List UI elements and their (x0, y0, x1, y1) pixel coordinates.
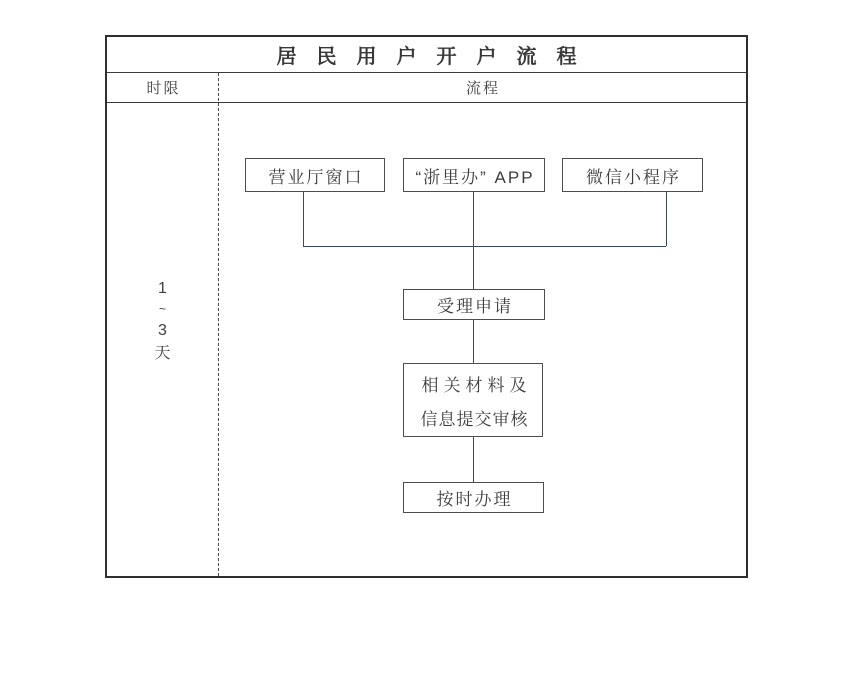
step-box-label-line2: 信息提交审核 (420, 409, 529, 429)
connector-accept-to-materials (473, 320, 474, 363)
connector-stub-right (666, 192, 667, 246)
column-header-time-limit: 时限 (146, 80, 181, 97)
channel-box-label: “浙里办” APP (415, 167, 535, 187)
connector-stub-center (473, 192, 474, 289)
time-limit-char: 1 (158, 280, 167, 297)
time-limit-char: 3 (158, 322, 167, 339)
connector-materials-to-complete (473, 437, 474, 482)
time-limit-char: ~ (158, 302, 166, 316)
title-row (107, 37, 746, 73)
connector-merge-horizontal-line (303, 246, 666, 247)
header-row (107, 73, 746, 103)
step-box-label-line1: 相关材料及 (421, 375, 532, 395)
step-box-timely-processing (403, 482, 544, 513)
channel-box-business-hall (245, 158, 385, 192)
time-limit-value (107, 277, 218, 365)
step-box-accept-application (403, 289, 545, 320)
step-box-label: 受理申请 (437, 297, 513, 316)
column-header-process: 流程 (465, 80, 500, 97)
channel-box-label: 微信小程序 (586, 167, 681, 187)
channel-box-zheliban-app (403, 158, 545, 192)
page-title: 居民用户开户流程 (276, 46, 597, 68)
channel-box-label: 营业厅窗口 (268, 167, 364, 187)
column-divider-dashed-line (218, 73, 219, 576)
step-box-label: 按时办理 (436, 490, 513, 509)
time-limit-char: 天 (154, 345, 171, 362)
flow-table (105, 35, 748, 578)
channel-box-wechat-mini-program (562, 158, 703, 192)
step-box-materials-review (403, 363, 543, 437)
connector-stub-left (303, 192, 304, 246)
